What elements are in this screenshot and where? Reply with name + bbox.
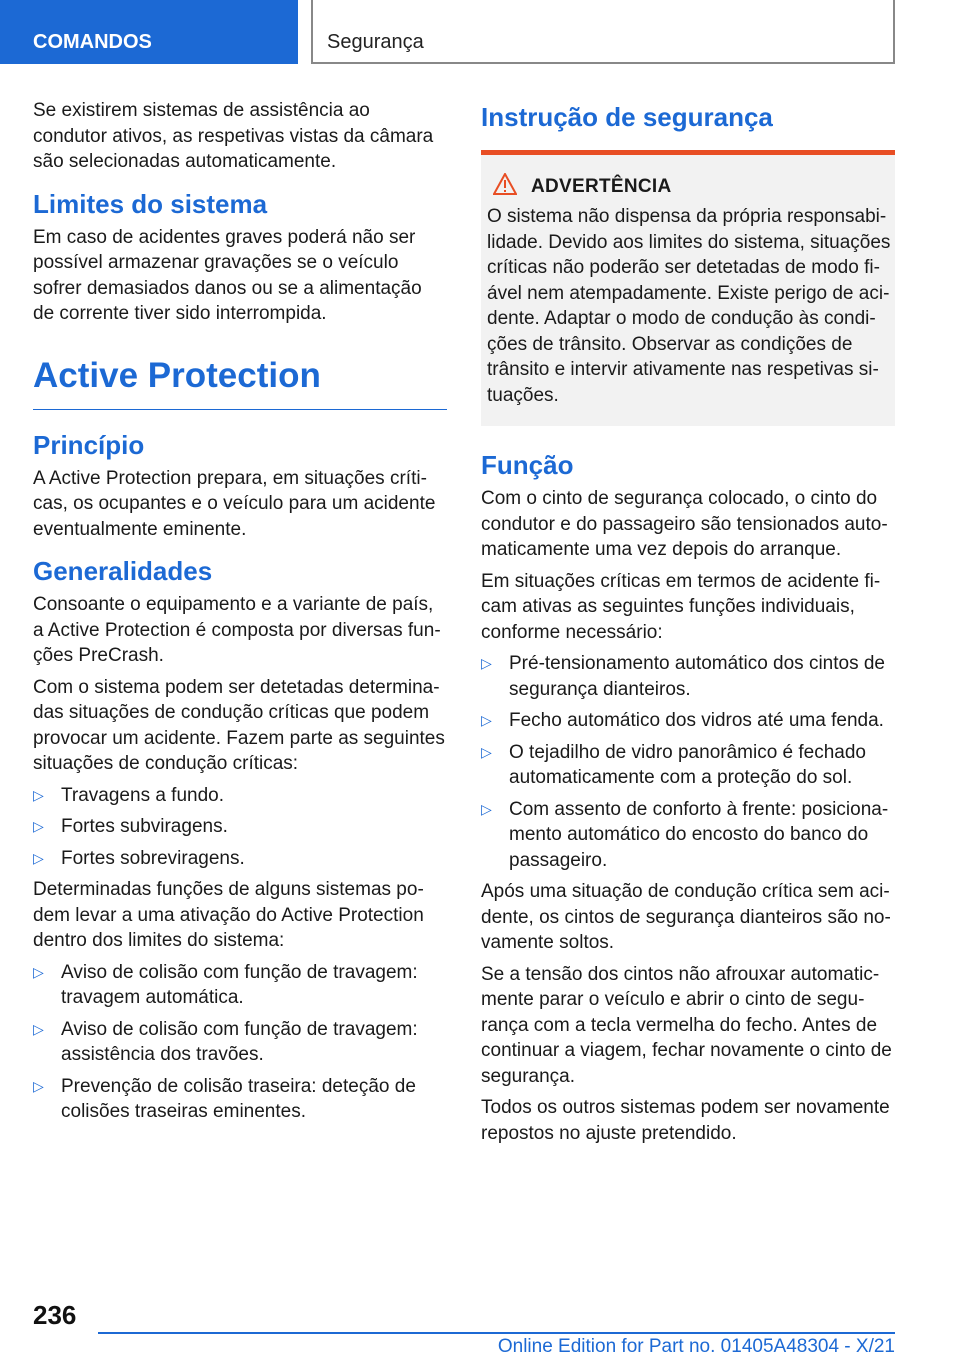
safety-heading: Instrução de segurança [481, 102, 773, 132]
right-column [481, 98, 895, 1152]
intro-paragraph: Se existirem sistemas de assistência ao condutor ativos, as respetivas vistas da câmara são selecionadas automaticamente. [33, 100, 434, 172]
general-paragraph-1: Consoante o equipamento e a variante de país, a Active Protection é composta por diversas funções PreCrash. [33, 594, 441, 666]
chapter-tab [0, 0, 298, 64]
list-item: ▷ Pré-tensionamento automático dos cintos de segurança dianteiros. [481, 653, 885, 700]
list-item: ▷ Travagens a fundo. [33, 783, 447, 809]
list-item: ▷ Fortes subviragens. [33, 814, 447, 840]
list-item: ▷ Fortes sobreviragens. [33, 846, 447, 872]
limits-paragraph: Em caso de acidentes graves poderá não ser possível armazenar gravações se o veículo sofrer demasiados danos ou se a alimentação de corrente tiver sido interrompida. [33, 226, 422, 324]
general-paragraph-3: Determinadas funções de alguns sistemas podem levar a uma ativação do Active Protection dentro dos limites do sistema: [33, 879, 424, 951]
list-item: ▷ Prevenção de colisão traseira: deteção de colisões traseiras eminentes. [33, 1075, 416, 1122]
list-item: ▷ O tejadilho de vidro panorâmico é fechado automaticamente com a proteção do sol. [481, 741, 867, 788]
chapter-label: COMANDOS [33, 31, 152, 53]
list-item: ▷ Com assento de conforto à frente: posicionamento automático do encosto do banco do passageiro. [481, 798, 889, 871]
function-paragraph-3: Após uma situação de condução crítica sem acidente, os cintos de segurança dianteiros são novamente soltos. [481, 881, 891, 953]
warning-header [487, 173, 895, 200]
bullet-triangle-icon: ▷ [481, 712, 492, 728]
bullet-triangle-icon: ▷ [33, 818, 44, 834]
bullet-triangle-icon: ▷ [481, 655, 492, 671]
section-header [311, 0, 895, 64]
function-paragraph-2: Em situações críticas em termos de acidente ficam ativas as seguintes funções individuais, conforme necessário: [481, 570, 881, 643]
bullet-triangle-icon: ▷ [33, 849, 44, 866]
page-number: 236 [33, 1300, 77, 1330]
warning-triangle-icon [493, 173, 531, 200]
situations-list [33, 783, 447, 872]
list-item: ▷ Fecho automático dos vidros até uma fenda. [481, 708, 895, 734]
general-heading: Generalidades [33, 556, 213, 586]
bullet-triangle-icon: ▷ [33, 1077, 44, 1094]
function-paragraph-5: Todos os outros sistemas podem ser novamente repostos no ajuste pretendido. [481, 1097, 890, 1144]
edition-footer: Online Edition for Part no. 01405A48304 - X/21 [497, 1336, 895, 1357]
bullet-triangle-icon: ▷ [481, 743, 492, 760]
bullet-triangle-icon: ▷ [33, 1020, 44, 1037]
measures-list [481, 651, 895, 873]
warning-box [481, 150, 895, 426]
warning-text: O sistema não dispensa da própria responsabilidade. Devido aos limites do sistema, situações críticas não poderão ser detetadas de modo fiável nem atempadamente. Existe perigo de acidente. Adaptar o modo de condução às condições de trânsito. Observar as condições de trânsito e intervir ativamente nas respetivas situações. [487, 206, 891, 406]
bullet-triangle-icon: ▷ [481, 800, 492, 817]
function-paragraph-1: Com o cinto de segurança colocado, o cinto do condutor e do passageiro são tensionados automaticamente uma vez depois do arranque. [481, 488, 888, 560]
list-item: ▷ Aviso de colisão com função de travagem: assistência dos travões. [33, 1018, 418, 1065]
function-paragraph-4: Se a tensão dos cintos não afrouxar automaticmente parar o veículo e abrir o cinto de segurança com a tecla vermelha do fecho. Antes de continuar a viagem, fechar novamente o cinto de segurança. [481, 963, 892, 1087]
warning-label: ADVERTÊNCIA [531, 175, 672, 197]
chapter-title: Active Protection [33, 353, 447, 410]
list-item: ▷ Aviso de colisão com função de travagem: travagem automática. [33, 961, 418, 1008]
left-column [33, 98, 447, 1131]
principle-heading: Princípio [33, 429, 145, 460]
function-heading: Função [481, 450, 574, 480]
bullet-triangle-icon: ▷ [33, 786, 44, 803]
bullet-triangle-icon: ▷ [33, 963, 44, 980]
limits-heading: Limites do sistema [33, 188, 268, 219]
functions-list [33, 960, 447, 1125]
footer-rule [98, 1332, 895, 1334]
general-paragraph-2: Com o sistema podem ser detetadas determinadas situações de condução críticas que podem provocar um acidente. Fazem parte as seguintes situações de condução críticas: [33, 676, 445, 774]
principle-paragraph: A Active Protection prepara, em situações críticas, os ocupantes e o veículo para um acidente eventualmente eminente. [33, 467, 436, 540]
section-label: Segurança [327, 31, 424, 53]
